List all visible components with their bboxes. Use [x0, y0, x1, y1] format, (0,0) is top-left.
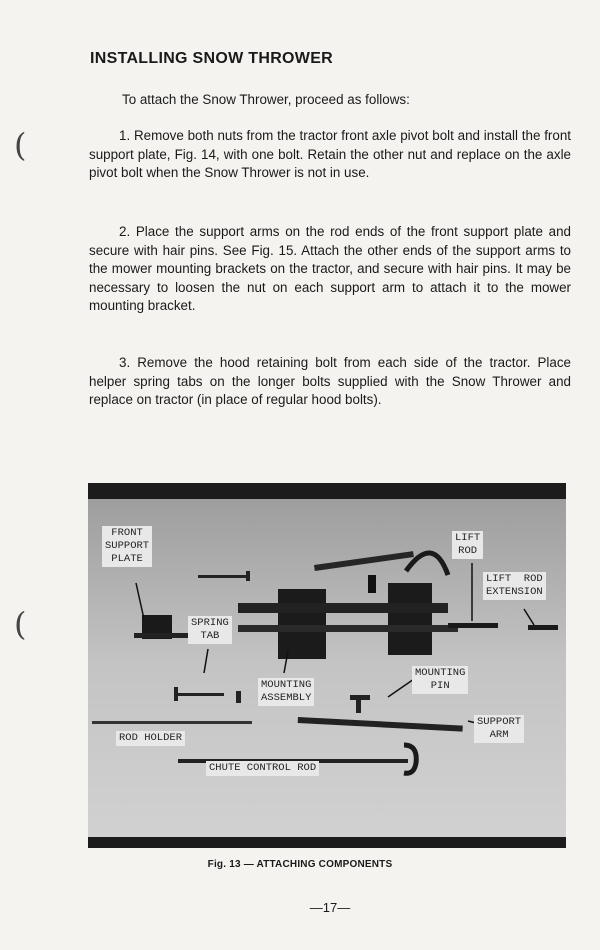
label-rod-holder: ROD HOLDER	[116, 731, 185, 746]
binding-hole-mark-top: (	[14, 126, 27, 164]
binding-hole-mark-bottom: (	[14, 605, 27, 643]
figure-caption: Fig. 13 — ATTACHING COMPONENTS	[207, 859, 393, 870]
label-support-arm: SUPPORT ARM	[474, 715, 524, 743]
page-number: —17—	[309, 900, 351, 915]
label-mounting-pin: MOUNTING PIN	[412, 666, 468, 694]
label-lift-rod: LIFT ROD	[452, 531, 483, 559]
label-front-support-plate: FRONT SUPPORT PLATE	[102, 526, 152, 567]
label-mounting-assembly: MOUNTING ASSEMBLY	[258, 678, 314, 706]
step-1-paragraph: 1. Remove both nuts from the tractor front axle pivot bolt and install the front support plate, Fig. 14, with one bolt. Retain the other nut and replace on the axle pivot bolt when the Snow Thrower is not in use.	[89, 128, 571, 181]
label-chute-control-rod: CHUTE CONTROL ROD	[206, 761, 319, 776]
components-illustration	[88, 483, 566, 848]
label-spring-tab: SPRING TAB	[188, 616, 232, 644]
intro-paragraph: To attach the Snow Thrower, proceed as follows:	[122, 92, 410, 107]
step-2-paragraph: 2. Place the support arms on the rod ends of the front support plate and secure with hair pins. See Fig. 15. Attach the other ends of the support arms to the mower mounting brackets on the tractor, and secure with hair pins. It may be necessary to loosen the nut on each support arm to attach it to the mower mounting bracket.	[89, 224, 571, 314]
figure-photo	[88, 483, 566, 848]
step-3-paragraph: 3. Remove the hood retaining bolt from each side of the tractor. Place helper spring tabs on the longer bolts supplied with the Snow Thrower and replace on tractor (in place of regular hood bolts).	[89, 355, 571, 408]
section-heading: INSTALLING SNOW THROWER	[90, 50, 334, 67]
label-lift-rod-extension: LIFT ROD EXTENSION	[483, 572, 546, 600]
